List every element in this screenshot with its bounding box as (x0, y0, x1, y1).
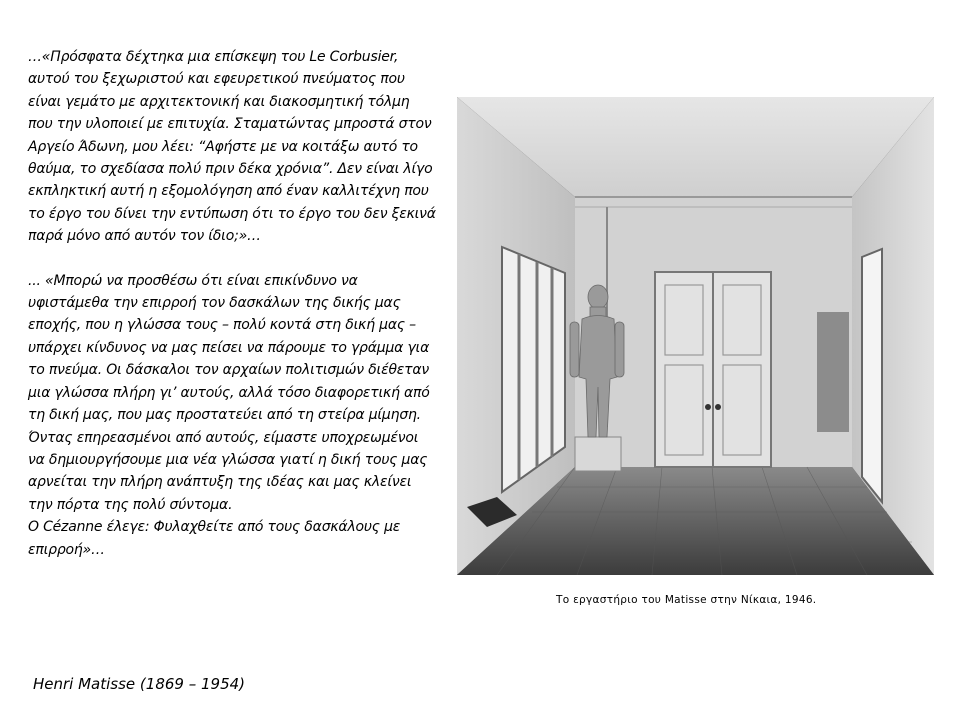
studio-photo (457, 97, 934, 575)
quote-paragraph-3: Ο Cézanne έλεγε: Φυλαχθείτε από τους δασκάλους με επιρροή»… (28, 519, 401, 558)
author-attribution: Henri Matisse (1869 – 1954) (33, 675, 246, 693)
quote-text (28, 46, 436, 561)
photo-caption: Το εργαστήριο του Matisse στην Νίκαια, 1946. (556, 594, 817, 606)
quote-paragraph-2: ... «Μπορώ να προσθέσω ότι είναι επικίνδυνο να υφιστάμεθα την επιρροή τον δασκάλων της δικής μας εποχής, που η γλώσσα τους – πολύ κοντά στη δική μας – υπάρχει κίνδυνος να μας πείσει να πάρουμε το γράμμα για το πνεύμα. Οι δάσκαλοι τον αρχαίων πολιτισμών διέθεταν μια γλώσσα πλήρη γι’ αυτούς, αλλά τόσο διαφορετική από τη δική μας, που μας προστατεύει από τη στείρα μίμηση. Όντας επηρεασμένοι από αυτούς, είμαστε υποχρεωμένοι να δημιουργήσουμε μια νέα γλώσσα γιατί η δική τους μας αρνείται την πλήρη ανάπτυξη της ιδέας και μας κλείνει την πόρτα της πολύ σύντομα. (28, 272, 430, 513)
quote-paragraph-1: …«Πρόσφατα δέχτηκα μια επίσκεψη του Le Corbusier, αυτού του ξεχωριστού και εφευρετικού πνεύματος που είναι γεμάτο με αρχιτεκτονική και διακοσμητική τόλμη που την υλοποιεί με επιτυχία. Σταματώντας μπροστά στον Αργείο Άδωνη, μου λέει: “Αφήστε με να κοιτάξω αυτό το θαύμα, το σχεδίασα πολύ πριν δέκα χρόνια”. Δεν είναι λίγο εκπληκτική αυτή η εξομολόγηση από έναν καλλιτέχνη που το έργο του δίνει την εντύπωση ότι το έργο του δεν ξεκινά παρά μόνο από αυτόν τον ίδιο;»… (28, 49, 436, 245)
